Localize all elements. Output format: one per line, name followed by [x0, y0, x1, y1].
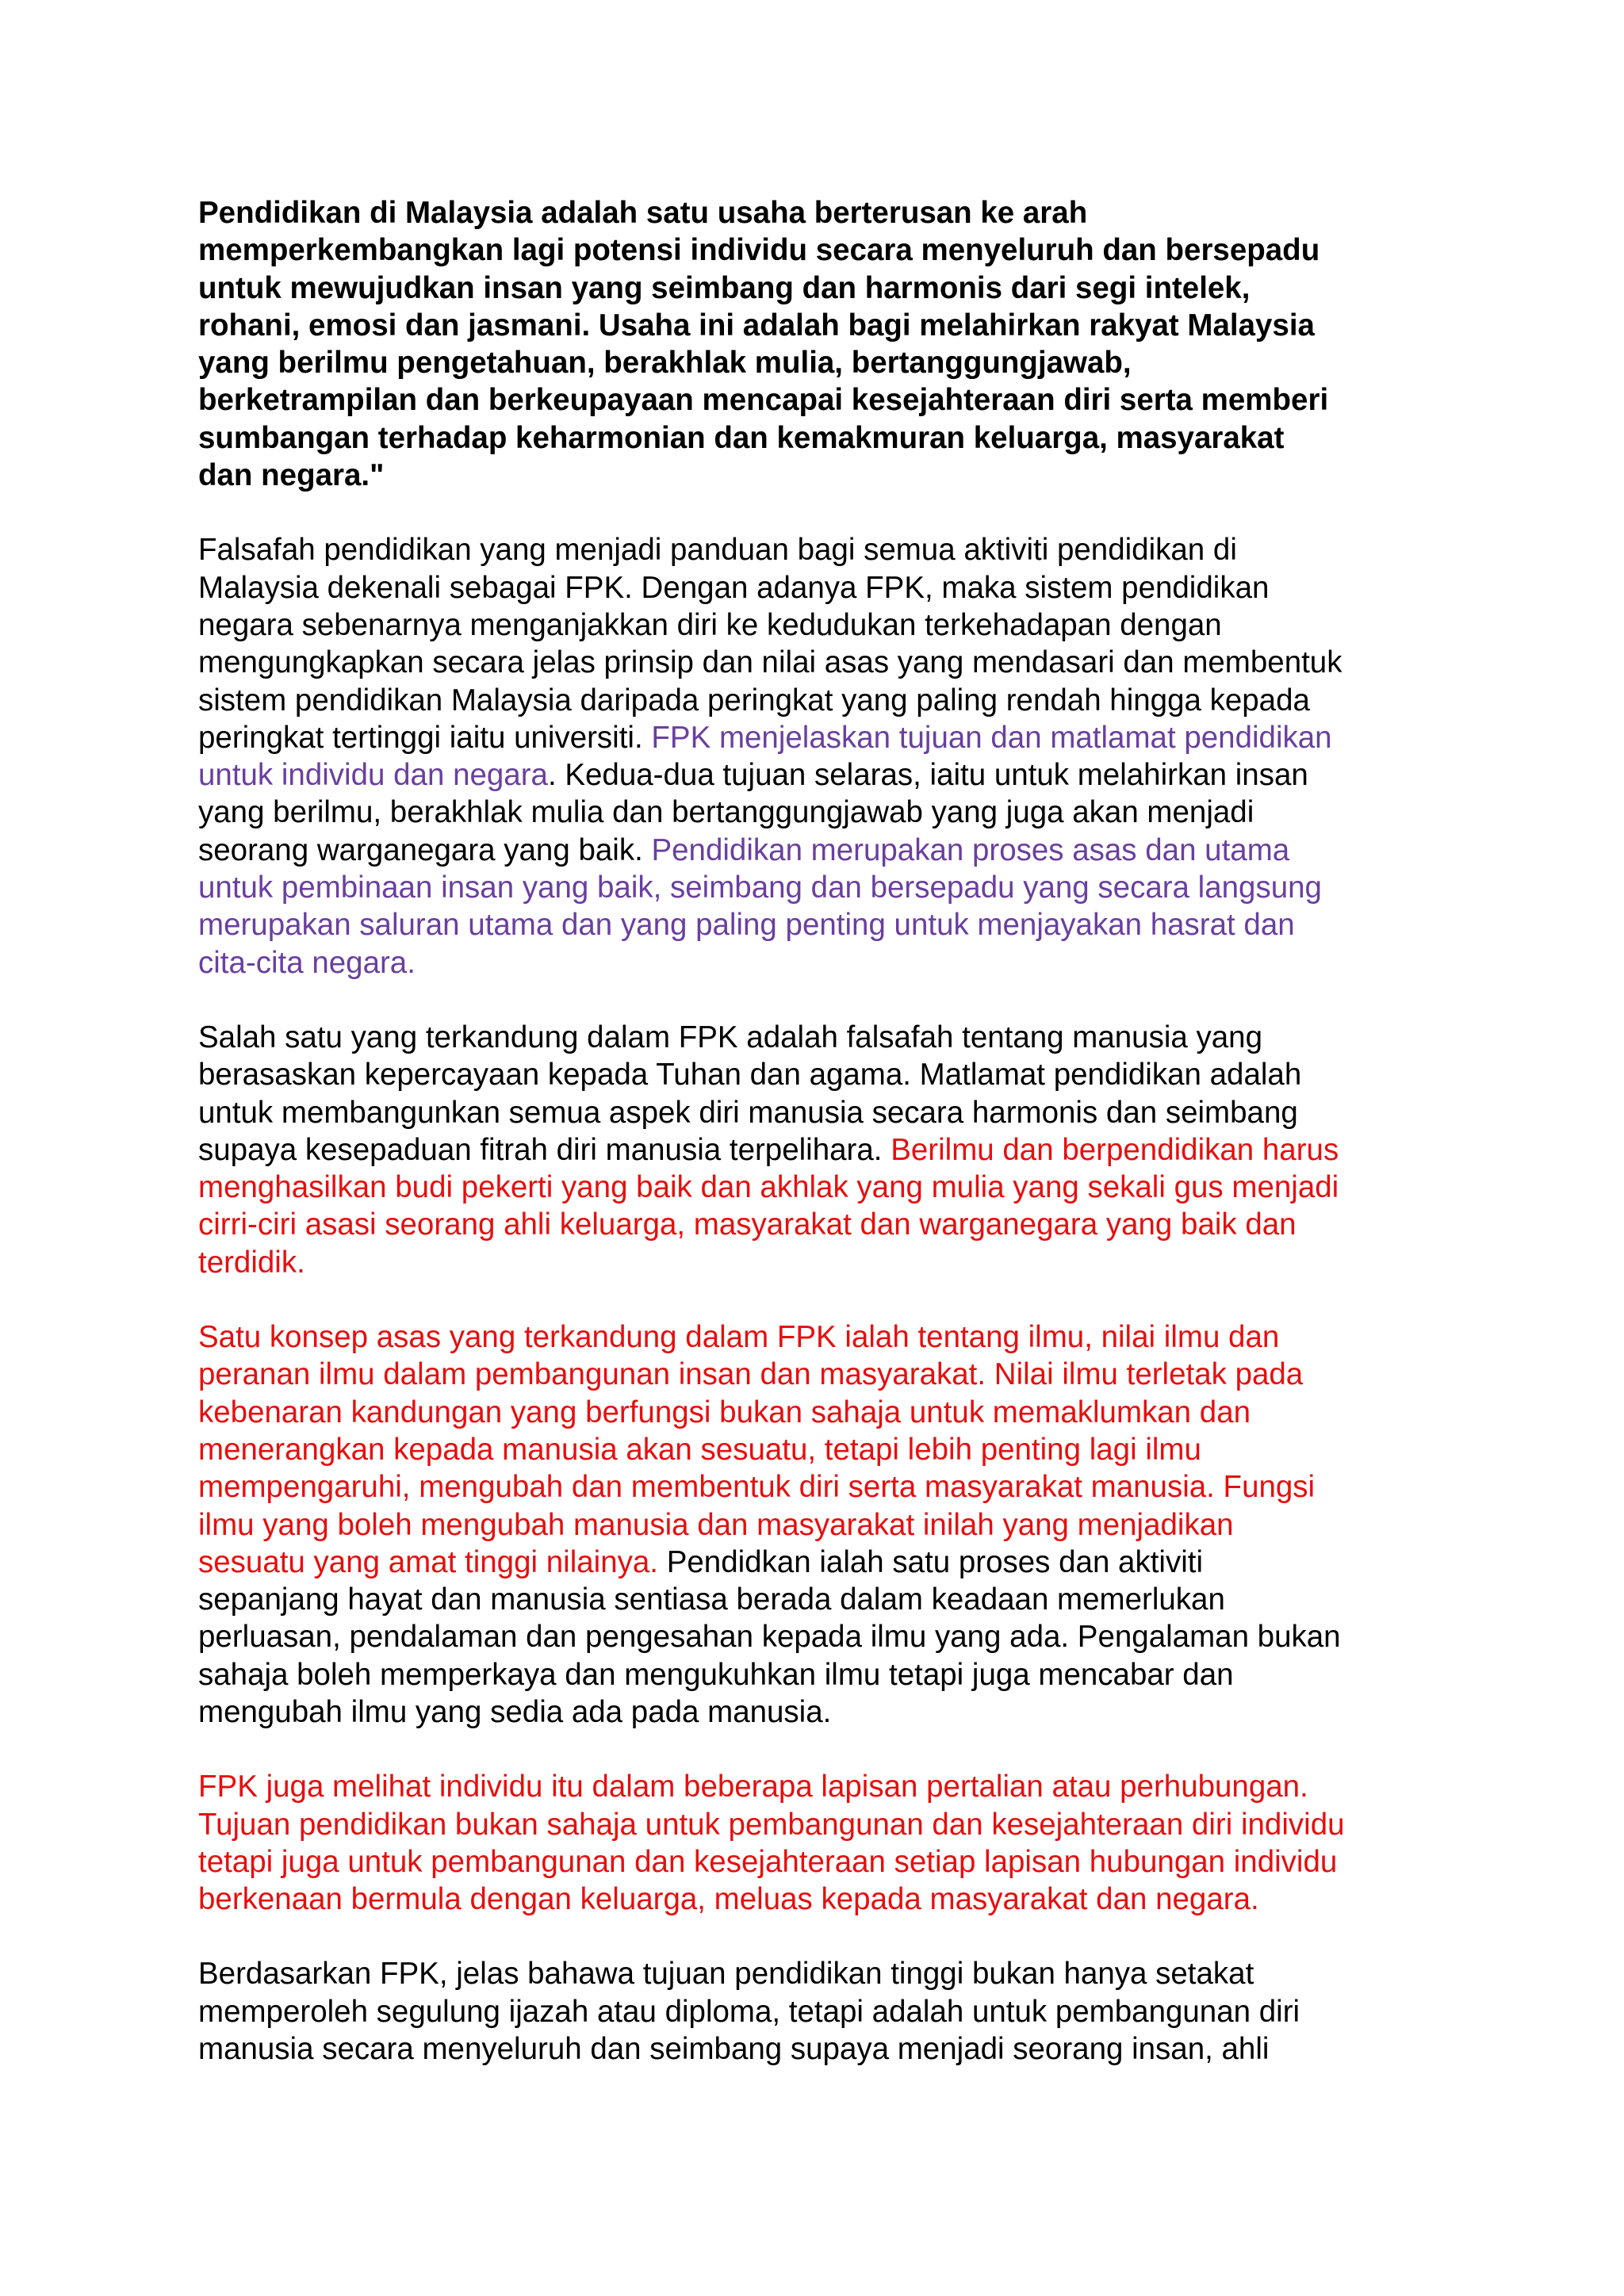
highlighted-text-segment: FPK juga melihat individu itu dalam beberapa lapisan pertalian atau perhubungan. Tujuan pendidikan bukan sahaja untuk pembangunan dan kesejahteraan diri individu tetapi juga untuk pembangunan dan kesejahteraan setiap lapisan hubungan individu berkenaan bermula dengan keluarga, meluas kepada masyarakat dan negara.	[198, 1770, 1345, 1917]
text-segment: Pendidikan di Malaysia adalah satu usaha berterusan ke arah memperkembangkan lagi potensi individu secara menyeluruh dan bersepadu untuk mewujudkan insan yang seimbang dan harmonis dari segi intelek, rohani, emosi dan jasmani. Usaha ini adalah bagi melahirkan rakyat Malaysia yang berilmu pengetahuan, berakhlak mulia, bertanggungjawab, berketrampilan dan berkeupayaan mencapai kesejahteraan diri serta memberi sumbangan terhadap keharmonian dan kemakmuran keluarga, masyarakat dan negara."	[198, 196, 1329, 493]
document-body	[198, 194, 1465, 2068]
highlighted-text-segment: Berilmu dan berpendidikan harus menghasilkan budi pekerti yang baik dan akhlak yang mulia yang sekali gus menjadi cirri-ciri asasi seorang ahli keluarga, masyarakat dan warganegara yang baik dan terdidik.	[198, 1132, 1339, 1280]
text-segment: . Kedua-dua tujuan selaras, iaitu untuk melahirkan insan yang berilmu, berakhlak mulia dan bertanggungjawab yang juga akan menjadi seorang warganegara yang baik.	[198, 758, 1308, 867]
body-paragraph	[198, 1019, 1465, 1281]
text-segment: Berdasarkan FPK, jelas bahawa tujuan pendidikan tinggi bukan hanya setakat memperoleh segulung ijazah atau diploma, tetapi adalah untuk pembangunan diri manusia secara menyeluruh dan seimbang supaya menjadi seorang insan, ahli	[198, 1957, 1300, 2067]
text-segment: Falsafah pendidikan yang menjadi panduan bagi semua aktiviti pendidikan di Malaysia dekenali sebagai FPK. Dengan adanya FPK, maka sistem pendidikan negara sebenarnya menganjakkan diri ke kedudukan terkehadapan dengan mengungkapkan secara jelas prinsip dan nilai asas yang mendasari dan membentuk sistem pendidikan Malaysia daripada peringkat yang paling rendah hingga kepada peringkat tertinggi iaitu universiti.	[198, 533, 1342, 755]
body-paragraph	[198, 1768, 1465, 1918]
highlighted-text-segment: FPK menjelaskan tujuan dan matlamat pendidikan untuk individu dan negara	[198, 720, 1332, 793]
text-segment: Pendidkan ialah satu proses dan aktiviti sepanjang hayat dan manusia sentiasa berada dalam keadaan memerlukan perluasan, pendalaman dan pengesahan kepada ilmu yang ada. Pengalaman bukan sahaja boleh memperkaya dan mengukuhkan ilmu tetapi juga mencabar dan mengubah ilmu yang sedia ada pada manusia.	[198, 1544, 1341, 1729]
quote-paragraph	[198, 194, 1465, 494]
highlighted-text-segment: Satu konsep asas yang terkandung dalam FPK ialah tentang ilmu, nilai ilmu dan peranan ilmu dalam pembangunan insan dan masyarakat. Nilai ilmu terletak pada kebenaran kandungan yang berfungsi bukan sahaja untuk memaklumkan dan menerangkan kepada manusia akan sesuatu, tetapi lebih penting lagi ilmu mempengaruhi, mengubah dan membentuk diri serta masyarakat manusia. Fungsi ilmu yang boleh mengubah manusia dan masyarakat inilah yang menjadikan sesuatu yang amat tinggi nilainya.	[198, 1320, 1316, 1579]
body-paragraph	[198, 1955, 1465, 2068]
body-paragraph	[198, 1318, 1465, 1731]
body-paragraph	[198, 531, 1465, 982]
text-segment: Salah satu yang terkandung dalam FPK adalah falsafah tentang manusia yang berasaskan kepercayaan kepada Tuhan dan agama. Matlamat pendidikan adalah untuk membangunkan semua aspek diri manusia secara harmonis dan seimbang supaya kesepaduan fitrah diri manusia terpelihara.	[198, 1020, 1302, 1167]
highlighted-text-segment: Pendidikan merupakan proses asas dan utama untuk pembinaan insan yang baik, seimbang dan bersepadu yang secara langsung merupakan saluran utama dan yang paling penting untuk menjayakan hasrat dan cita-cita negara.	[198, 832, 1322, 980]
